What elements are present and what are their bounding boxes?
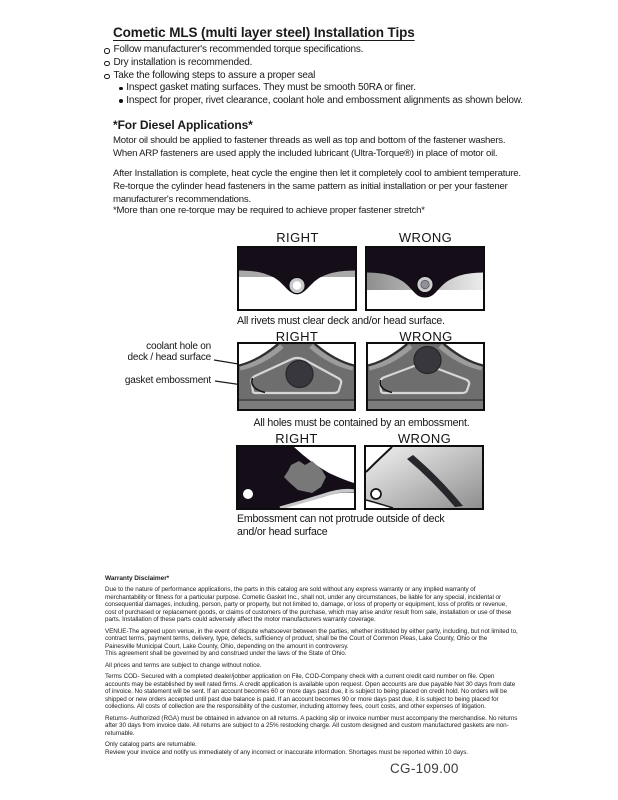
- retorque-note: *More than one re-torque may be required to achieve proper fastener stretch*: [113, 205, 425, 216]
- bolt-hole-icon: [243, 489, 253, 499]
- diesel-paragraph-1: Motor oil should be applied to fastener threads as well as top and bottom of the fastener washers. When ARP fasteners are used apply the included lubricant (Ultra-Torque®) in place of motor oil.: [113, 135, 506, 159]
- tip-text: Follow manufacturer's recommended torque specifications.: [113, 44, 364, 55]
- bullet-icon: [104, 61, 110, 67]
- coolant-hole-icon: [286, 361, 313, 388]
- disclaimer-paragraph: Terms COD- Secured with a completed dealer/jobber application on File, COD-Company check with a current credit card number on file. Open accounts may be established by well rated firms. A credit application is available upon request. Open accounts are due payable Net 30 days from date of invoice. No statement will be sent. If an account becomes 60 or more days past due, it is subject to being placed on credit hold. No orders will be shipped or new orders accepted until past due balance is paid. If an account becomes 90 or more days past due, it is subject to being placed for collections. All costs of collection are the responsibility of the customer, including attorney fees, court costs, and other expenses of litigation.: [105, 673, 516, 710]
- coolant-hole-label: coolant hole on deck / head surface: [127, 341, 211, 363]
- row1-right-label: RIGHT: [276, 230, 319, 245]
- list-item: [104, 44, 534, 57]
- installation-tips-list: [104, 44, 534, 108]
- gasket-embossment-label: gasket embossment: [124, 375, 211, 386]
- row3-caption: Embossment can not protrude outside of deck and/or head surface: [237, 513, 445, 538]
- bolt-hole-icon: [371, 489, 381, 499]
- tip-text: Inspect for proper, rivet clearance, coolant hole and embossment alignments as shown below.: [126, 95, 523, 107]
- disclaimer-paragraph: Review your invoice and notify us immediately of any incorrect or inaccurate information. Shortages must be reported within 10 days.: [105, 748, 468, 756]
- tip-text: Inspect gasket mating surfaces. They must be smooth 50RA or finer.: [126, 82, 416, 94]
- warranty-disclaimer: [105, 575, 518, 760]
- list-item: [119, 95, 534, 108]
- page-number: CG-109.00: [390, 761, 459, 776]
- disclaimer-paragraph: VENUE-The agreed upon venue, in the event of dispute whatsoever between the parties, whether instituted by either party, including, but not limited to, contract terms, payment terms, delivery, type, defects, sufficiency of product, shall be the Court of Common Pleas, Lake County, Ohio or the Painesville Municipal Court, Lake County, Ohio, depending on the amount in controversy.: [105, 627, 518, 650]
- diesel-paragraph-2: After Installation is complete, heat cycle the engine then let it completely cool to ambient temperature. Re-torque the cylinder head fasteners in the same pattern as initial installation or per your fastener manufacturer's recommendations.: [113, 168, 521, 205]
- sub-bullet-icon: [119, 87, 123, 91]
- tip-text: Take the following steps to assure a proper seal: [113, 69, 316, 81]
- diesel-heading: *For Diesel Applications*: [113, 118, 253, 132]
- rivet-clearance-wrong-diagram: [365, 246, 485, 311]
- list-item: [104, 57, 534, 70]
- row2-wrong-label: WRONG: [399, 329, 453, 344]
- disclaimer-paragraph: This agreement shall be governed by and construed under the laws of the State of Ohio.: [105, 650, 347, 657]
- row3-wrong-label: WRONG: [397, 431, 452, 446]
- row1-wrong-label: WRONG: [398, 230, 453, 245]
- row2-caption: All holes must be contained by an embossment.: [253, 417, 470, 429]
- disclaimer-heading: Warranty Disclaimer*: [105, 575, 170, 582]
- sub-bullet-icon: [119, 99, 123, 103]
- embossment-containment-right-diagram: [237, 342, 356, 411]
- page-title: Cometic MLS (multi layer steel) Installation Tips: [113, 25, 415, 40]
- embossment-protrusion-right-diagram: [236, 445, 356, 510]
- row1-caption: All rivets must clear deck and/or head surface.: [237, 315, 445, 327]
- row3-right-label: RIGHT: [275, 431, 318, 446]
- bullet-icon: [104, 48, 110, 54]
- rivet-clearance-right-diagram: [237, 246, 357, 311]
- tip-text: Dry installation is recommended.: [113, 56, 253, 68]
- disclaimer-paragraph: All prices and terms are subject to change without notice.: [105, 661, 262, 669]
- disclaimer-paragraph: Returns- Authorized (RGA) must be obtained in advance on all returns. A packing slip or invoice number must accompany the merchandise. No returns after 30 days from invoice date. All returns are subject to a 25% restocking charge. All custom designed and custom manufactured gaskets are non-returnable.: [105, 714, 518, 737]
- embossment-containment-wrong-diagram: [366, 342, 485, 411]
- disclaimer-paragraph: Only catalog parts are returnable.: [105, 741, 197, 748]
- embossment-protrusion-wrong-diagram: [364, 445, 484, 510]
- list-item: [104, 70, 534, 83]
- bullet-icon: [104, 74, 110, 80]
- row2-right-label: RIGHT: [275, 329, 319, 344]
- list-item: [119, 82, 534, 95]
- disclaimer-paragraph: Due to the nature of performance applications, the parts in this catalog are sold without any express warranty or any implied warranty of merchantability or fitness for a particular purpose. Cometic Gasket Inc., shall not, under any circumstances, be liable for any special, incidental or consequential damages, including, person, party or property, but not limited to, damage, or loss of property or equipment, loss of profits or revenue, cost of purchased or replacement goods, or claims of customers of the purchase, which may arise and/or result from sale, installation or use of these parts. Installation of these parts could adversely affect the motor manufacturers warranty coverage.: [105, 586, 512, 623]
- coolant-hole-icon: [414, 347, 441, 374]
